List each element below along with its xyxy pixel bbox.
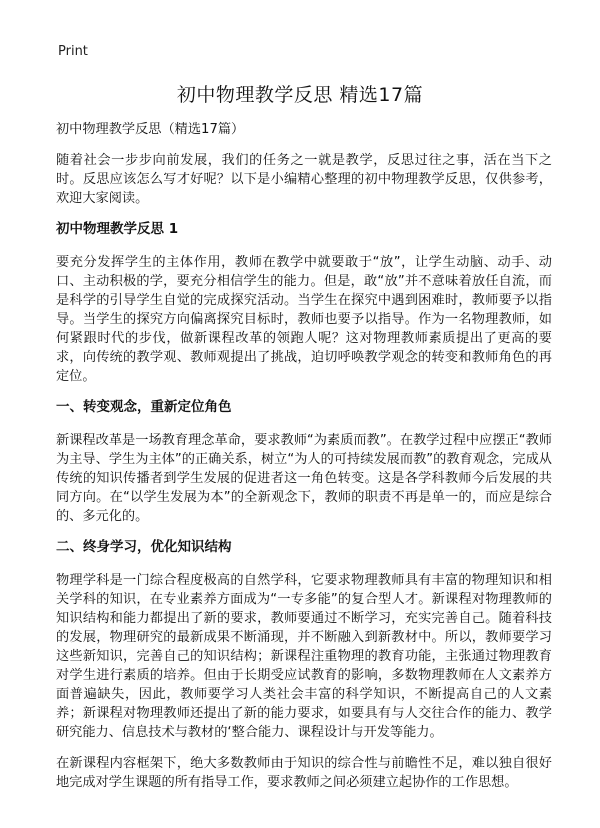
section-4-paragraph: 在新课程内容框架下，绝大多数教师由于知识的综合性与前瞻性不足，难以独自很好地完成对学生课题的所有指导工作，要求教师之间必须建立起协作的工作思想。 [56,756,552,790]
section-1-paragraph: 要充分发挥学生的主体作用，教师在教学中就要敢于“放”，让学生动脑、动手、动口、主动积极的学，要充分相信学生的能力。但是，敢“放”并不意味着放任自流，而是科学的引导学生自觉的完成探究活动。当学生在探究中遇到困难时，教师要予以指导。当学生的探究方向偏离探究目标时，教师也要予以指导。作为一名物理教师，如何紧跟时代的步伐，做新课程改革的领跑人呢？这对物理教师素质提出了更高的要求，向传统的教学观、教师观提出了挑战，迫切呼唤教学观念的转变和教师角色的再定位。 [56,255,552,384]
document-subtitle: 初中物理教学反思（精选17篇） [56,122,245,137]
section-heading-3: 二、终身学习，优化知识结构 [56,539,232,555]
section-3-paragraph: 物理学科是一门综合程度极高的自然学科，它要求物理教师具有丰富的物理知识和相关学科的知识，在专业素养方面成为“一专多能”的复合型人才。新课程对物理教师的知识结构和能力都提出了新的要求，教师要通过不断学习，充实完善自己。随着科技的发展，物理研究的最新成果不断涌现，并不断融入到新教材中。所以，教师要学习这些新知识，完善自己的知识结构；新课程注重物理的教育功能，主张通过物理教育对学生进行素质的培养。但由于长期受应试教育的影响，多数物理教师在人文素养方面普遍缺失，因此，教师要学习人类社会丰富的科学知识，不断提高自己的人文素养；新课程对物理教师还提出了新的能力要求，如要具有与人交往合作的能力、教学研究能力、信息技术与教材的‘整合能力、课程设计与开发等能力。 [56,573,552,740]
section-heading-1: 初中物理教学反思 1 [56,221,179,237]
section-2-paragraph: 新课程改革是一场教育理念革命，要求教师“为素质而教”。在教学过程中应摆正“教师为主导、学生为主体”的正确关系，树立“为人的可持续发展而教”的教育观念，完成从传统的知识传播者到学生发展的促进者这一角色转变。这是各学科教师今后发展的共同方向。在“以学生发展为本”的全新观念下，教师的职责不再是单一的，而应是综合的、多元化的。 [56,433,552,524]
print-label: Print [58,44,88,59]
section-heading-2: 一、转变观念，重新定位角色 [56,399,232,415]
document-title: 初中物理教学反思 精选17篇 [176,84,424,106]
intro-paragraph: 随着社会一步步向前发展，我们的任务之一就是教学，反思过往之事，活在当下之时。反思应该怎么写才好呢？以下是小编精心整理的初中物理教学反思，仅供参考，欢迎大家阅读。 [56,153,552,206]
document-body [56,120,552,804]
